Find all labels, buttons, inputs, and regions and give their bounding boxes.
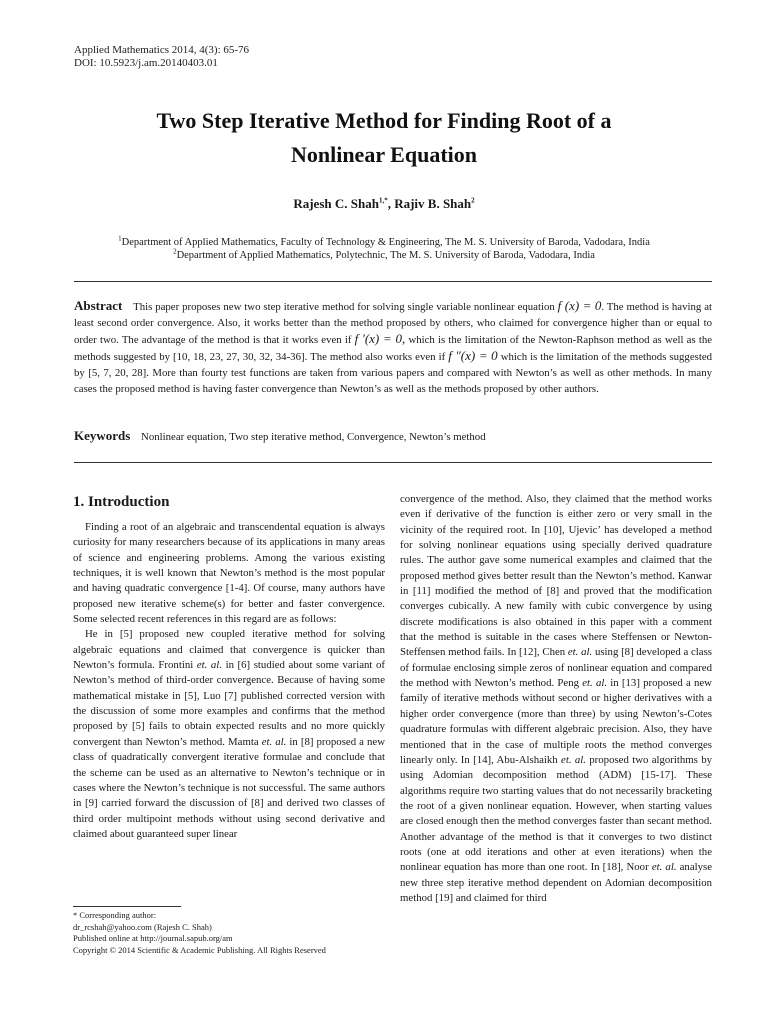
abstract <box>74 298 712 397</box>
et-al-4: et. al. <box>582 677 608 690</box>
et-al-2: et. al. <box>261 735 287 748</box>
title-line-1: Two Step Iterative Method for Finding Root of a <box>156 108 612 133</box>
keywords-text: Nonlinear equation, Two step iterative method, Convergence, Newton’s method <box>141 431 486 443</box>
affiliation-1-marker: 1 <box>118 234 122 243</box>
affiliations <box>0 236 768 262</box>
author-1-marker: 1,* <box>378 196 388 205</box>
affiliation-2 <box>0 249 768 262</box>
keywords <box>74 428 712 444</box>
footnote-published: Published online at http://journal.sapub.org/am <box>73 933 233 944</box>
journal-citation: Applied Mathematics 2014, 4(3): 65-76 <box>74 44 250 56</box>
title-line-2: Nonlinear Equation <box>290 142 478 167</box>
journal-header <box>74 44 249 70</box>
intro-r-text-1: convergence of the method. Also, they claimed that the method works even if derivative of the function is either zero or very small in the vicinity of the required root. In [10], Ujevic’ has developed a method for solving nonlinear equations using specially derived quadrature rules. The author gave some numerical examples and claimed that the proposed method gives better result than the Newton’s method. Kanwar in [11] modified the method of [8] and proved that the modification converges cubically. A new family with cubic convergence by using discrete modifications is also obtained in this paper with a comment that the method is suitable in the cases where Steffensen or Newton-Steffensen method fails. In [12], Chen <box>400 493 712 659</box>
author-2-marker: 2 <box>471 196 475 205</box>
keywords-label: Keywords <box>74 428 131 443</box>
intro-r-text-2: using [8] developed a class of formulae enclosing simple zeros of nonlinear equation and compared the method with Newton’s method. Peng <box>400 646 712 690</box>
abstract-text-2: . The method is having at least second order convergence. Also, it works better than the method proposed by others, who claimed for convergence higher than or equal to order two. The advantage of the method is that it works even if <box>74 301 712 346</box>
author-separator: , <box>387 196 395 211</box>
et-al-3: et. al. <box>567 646 593 659</box>
et-al-6: et. al. <box>651 861 677 874</box>
intro-r-text-3: in [13] proposed a new family of iterative methods without second or higher derivatives with a higher order convergence (more than three) by using Newton’s-Cotes quadrature formulas with different algebraic precision. Also, they have mentioned that in the case of multiple roots the method converges linearly only. In [14], Abu-Alshaikh <box>400 677 712 766</box>
author-2: Rajiv B. Shah <box>394 196 472 211</box>
et-al-5: et. al. <box>561 753 586 766</box>
left-column <box>73 520 385 842</box>
footnotes <box>73 910 383 956</box>
affiliation-2-marker: 2 <box>173 247 177 256</box>
intro-paragraph-2 <box>73 627 385 842</box>
abstract-text-1: This paper proposes new two step iterative method for solving single variable nonlinear equation <box>133 301 555 313</box>
intro-p2-text-c: in [8] proposed a new class of quadratically convergent iterative formulae and conclude that the scheme can be used as an alternative to Newton’s technique or in cases where the Newton’s technique is not successful. The same authors in [9] carried forward the discussion of [8] and derived two classes of third order multipoint methods without using second derivative and claimed about guaranteed super linear <box>73 735 385 840</box>
intro-r-text-4: proposed two algorithms by using Adomian decomposition method (ADM) [15-17]. These algorithms require two starting values that do not necessarily bracketing the root of a given nonlinear equation. However, when starting values are closed enough then the method converges faster than secant method. Another advantage of the method is that it converges to two distinct roots (one at odd iterations and other at even iterations) when the nonlinear equation has more than one root. In [18], Noor <box>400 753 713 874</box>
intro-p2-text-a: He in [5] proposed new coupled iterative method for solving algebraic equations and claimed that convergence is quicker than Newton’s formula. Frontini <box>73 628 385 672</box>
journal-doi: DOI: 10.5923/j.am.20140403.01 <box>74 57 218 69</box>
abstract-text-4: which is the limitation of the methods suggested by [5, 7, 20, 28]. More than fourty test functions are taken from various papers and compared with Newton’s as well as other methods. In many cases the proposed method is having faster convergence than Newton’s as well as the methods proposed by other authors. <box>74 351 713 395</box>
intro-paragraph-continued <box>400 492 712 906</box>
right-column <box>400 492 712 906</box>
footnote-divider <box>73 906 181 907</box>
footnote-corresponding: * Corresponding author: <box>73 910 157 920</box>
author-list <box>0 196 768 212</box>
et-al-1: et. al. <box>196 659 222 672</box>
intro-r-text-5: analyse new three step iterative method dependent on Adomian decomposition method [19] and claimed for third <box>400 861 713 904</box>
affiliation-1-text: Department of Applied Mathematics, Faculty of Technology & Engineering, The M. S. University of Baroda, Vadodara, India <box>121 237 650 248</box>
footnote-copyright: Copyright © 2014 Scientific & Academic Publishing. All Rights Reserved <box>73 944 326 955</box>
intro-paragraph-1: Finding a root of an algebraic and transcendental equation is always curiosity for many researchers because of its applications in many areas of science and engineering problems. Among the various existing techniques, it is well known that Newton’s method is the most popular and having quadratic convergence [1-4]. Of course, many authors have proposed new iterative scheme(s) for better and faster convergence. Some selected recent references in this regard are as follows: <box>73 521 385 626</box>
affiliation-2-text: Department of Applied Mathematics, Polytechnic, The M. S. University of Baroda, Vadodara, India <box>176 250 595 261</box>
top-divider <box>74 281 712 282</box>
section-heading-introduction: 1. Introduction <box>73 494 170 510</box>
equation-first-derivative-zero: f ′(x) = 0, <box>354 331 406 346</box>
affiliation-1 <box>0 236 768 249</box>
footnote-email: dr_rcshah@yahoo.com (Rajesh C. Shah) <box>73 921 212 932</box>
abstract-text-3: which is the limitation of the Newton-Raphson method as well as the methods suggested by [10, 18, 23, 27, 30, 32, 34-36]. The method also works even if <box>74 334 713 363</box>
intro-p2-text-b: in [6] studied about some variant of Newton’s method of third-order convergence. Because of having some mathematical mistake in [5], Luo [7] published corrected version with the discussion of some more examples and confirms that the method proposed by [5] fails to obtain expected results and no more quickly convergent than Newton’s method. Mamta <box>73 659 385 748</box>
author-1: Rajesh C. Shah <box>293 196 379 211</box>
equation-second-derivative-zero: f ″(x) = 0 <box>448 348 498 363</box>
bottom-divider <box>74 462 712 463</box>
equation-f-x-zero: f (x) = 0 <box>557 298 602 313</box>
paper-title <box>60 104 708 172</box>
abstract-label: Abstract <box>74 298 123 313</box>
